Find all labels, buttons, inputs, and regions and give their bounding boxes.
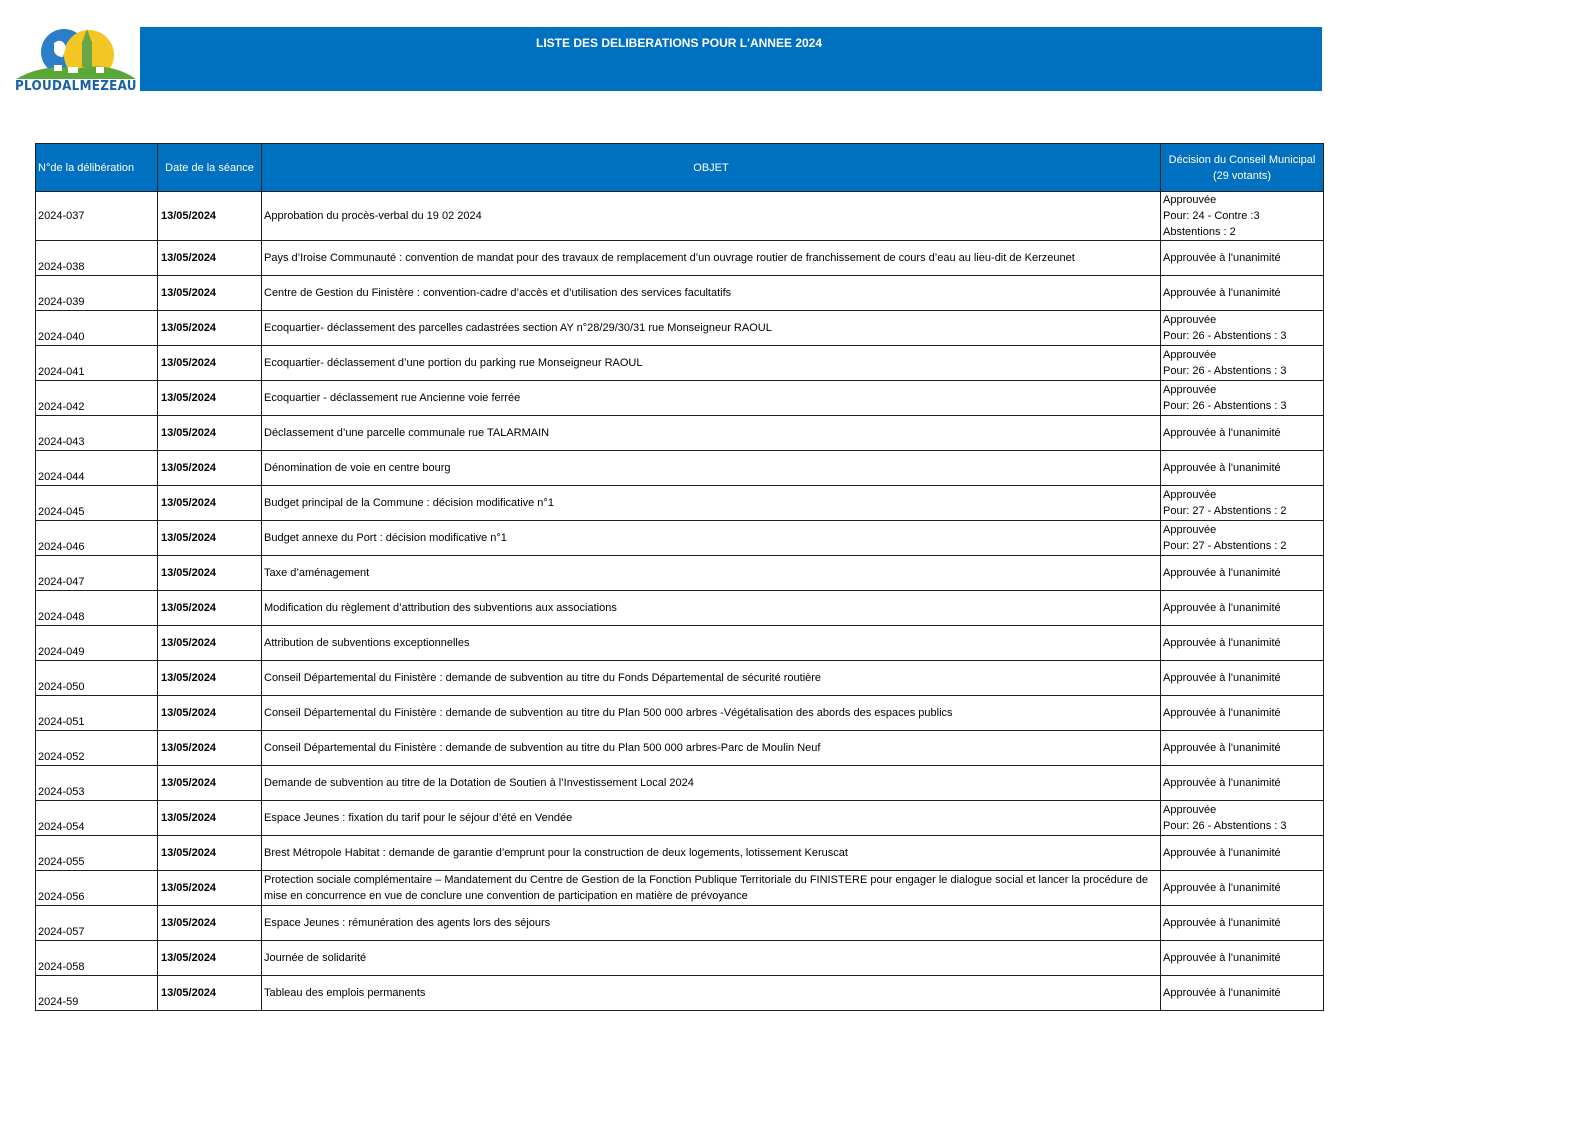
deliberation-object: Centre de Gestion du Finistère : convention-cadre d’accès et d’utilisation des services facultatifs [262,276,1161,311]
deliberation-object: Conseil Départemental du Finistère : demande de subvention au titre du Plan 500 000 arbres-Parc de Moulin Neuf [262,731,1161,766]
table-row [36,766,1324,801]
deliberation-object: Ecoquartier - déclassement rue Ancienne voie ferrée [262,381,1161,416]
session-date: 13/05/2024 [158,976,262,1011]
decision-line: Approuvée [1163,314,1217,326]
logo-emblem-icon [14,27,138,79]
session-date: 13/05/2024 [158,556,262,591]
table-row [36,346,1324,381]
decision-line: Approuvée à l'unanimité [1163,462,1281,474]
column-header-decision [1161,144,1324,192]
session-date: 13/05/2024 [158,801,262,836]
session-date: 13/05/2024 [158,626,262,661]
column-header-objet: OBJET [262,144,1161,192]
deliberation-number: 2024-051 [36,696,158,731]
session-date: 13/05/2024 [158,871,262,906]
deliberation-number: 2024-047 [36,556,158,591]
decision-line: Approuvée à l'unanimité [1163,637,1281,649]
decision-line: Pour: 24 - Contre :3 [1163,210,1260,222]
deliberation-number: 2024-039 [36,276,158,311]
deliberation-object: Conseil Départemental du Finistère : demande de subvention au titre du Plan 500 000 arbres -Végétalisation des abords des espaces publics [262,696,1161,731]
table-row [36,486,1324,521]
session-date: 13/05/2024 [158,696,262,731]
deliberation-number: 2024-050 [36,661,158,696]
table-row [36,906,1324,941]
decision-line: Approuvée [1163,194,1217,206]
table-row [36,416,1324,451]
deliberation-number: 2024-057 [36,906,158,941]
decision-line: Abstentions : 2 [1163,226,1236,238]
table-header-row [36,144,1324,192]
table-row [36,626,1324,661]
decision-line: Approuvée à l'unanimité [1163,952,1281,964]
session-date: 13/05/2024 [158,276,262,311]
page-title: LISTE DES DELIBERATIONS POUR L'ANNEE 2024 [536,36,823,50]
session-date: 13/05/2024 [158,486,262,521]
council-decision [1161,381,1324,416]
deliberation-number: 2024-055 [36,836,158,871]
decision-line: Approuvée à l'unanimité [1163,602,1281,614]
decision-line: Approuvée à l'unanimité [1163,847,1281,859]
council-decision [1161,591,1324,626]
session-date: 13/05/2024 [158,591,262,626]
council-decision [1161,486,1324,521]
council-decision [1161,521,1324,556]
session-date: 13/05/2024 [158,451,262,486]
deliberation-number: 2024-046 [36,521,158,556]
decision-line: Approuvée à l'unanimité [1163,777,1281,789]
session-date: 13/05/2024 [158,661,262,696]
table-row [36,276,1324,311]
decision-line: Approuvée à l'unanimité [1163,427,1281,439]
deliberation-number: 2024-041 [36,346,158,381]
table-row [36,661,1324,696]
deliberation-number: 2024-049 [36,626,158,661]
deliberation-object: Dénomination de voie en centre bourg [262,451,1161,486]
session-date: 13/05/2024 [158,241,262,276]
decision-line: Approuvée à l'unanimité [1163,567,1281,579]
decision-line: Pour: 26 - Abstentions : 3 [1163,400,1287,412]
deliberation-object: Ecoquartier- déclassement des parcelles cadastrées section AY n°28/29/30/31 rue Monseigneur RAOUL [262,311,1161,346]
session-date: 13/05/2024 [158,906,262,941]
deliberation-number: 2024-044 [36,451,158,486]
table-row [36,976,1324,1011]
deliberation-number: 2024-052 [36,731,158,766]
decision-line: Approuvée à l'unanimité [1163,707,1281,719]
deliberation-object: Espace Jeunes : fixation du tarif pour le séjour d’été en Vendée [262,801,1161,836]
council-decision [1161,801,1324,836]
deliberation-object: Budget annexe du Port : décision modificative n°1 [262,521,1161,556]
deliberation-object: Taxe d’aménagement [262,556,1161,591]
council-decision [1161,346,1324,381]
council-decision [1161,731,1324,766]
decision-line: Approuvée [1163,489,1217,501]
council-decision [1161,836,1324,871]
session-date: 13/05/2024 [158,311,262,346]
deliberation-number: 2024-048 [36,591,158,626]
table-row [36,801,1324,836]
column-header-numero: N°de la délibération [36,144,158,192]
decision-line: Pour: 27 - Abstentions : 2 [1163,540,1287,552]
table-row [36,381,1324,416]
decision-line: Approuvée à l'unanimité [1163,742,1281,754]
council-decision [1161,626,1324,661]
decision-line: Approuvée [1163,384,1217,396]
council-decision [1161,766,1324,801]
deliberation-object: Déclassement d’une parcelle communale rue TALARMAIN [262,416,1161,451]
decision-line: Approuvée [1163,804,1217,816]
table-row [36,192,1324,241]
deliberation-object: Modification du règlement d’attribution des subventions aux associations [262,591,1161,626]
deliberation-object: Protection sociale complémentaire – Mandatement du Centre de Gestion de la Fonction Publique Territoriale du FINISTERE pour engager le dialogue social et lancer la procédure de mise en concurrence en vue de conclure une convention de participation en matière de prévoyance [262,871,1161,906]
decision-line: Pour: 27 - Abstentions : 2 [1163,505,1287,517]
decision-line: Pour: 26 - Abstentions : 3 [1163,365,1287,377]
deliberation-number: 2024-058 [36,941,158,976]
deliberation-number: 2024-045 [36,486,158,521]
council-decision [1161,451,1324,486]
deliberation-object: Approbation du procès-verbal du 19 02 2024 [262,192,1161,241]
table-row [36,591,1324,626]
decision-line: Approuvée à l'unanimité [1163,252,1281,264]
table-row [36,241,1324,276]
deliberation-object: Conseil Départemental du Finistère : demande de subvention au titre du Fonds Départemental de sécurité routière [262,661,1161,696]
session-date: 13/05/2024 [158,766,262,801]
table-row [36,451,1324,486]
decision-line: Pour: 26 - Abstentions : 3 [1163,330,1287,342]
session-date: 13/05/2024 [158,346,262,381]
decision-line: Pour: 26 - Abstentions : 3 [1163,820,1287,832]
session-date: 13/05/2024 [158,836,262,871]
deliberation-number: 2024-59 [36,976,158,1011]
table-row [36,941,1324,976]
council-decision [1161,241,1324,276]
deliberation-number: 2024-040 [36,311,158,346]
decision-line: Approuvée à l'unanimité [1163,672,1281,684]
session-date: 13/05/2024 [158,381,262,416]
column-header-decision-line1: Décision du Conseil Municipal [1168,153,1316,166]
session-date: 13/05/2024 [158,941,262,976]
decision-line: Approuvée [1163,349,1217,361]
deliberation-object: Budget principal de la Commune : décision modificative n°1 [262,486,1161,521]
decision-line: Approuvée [1163,524,1217,536]
decision-line: Approuvée à l'unanimité [1163,917,1281,929]
deliberation-object: Brest Métropole Habitat : demande de garantie d’emprunt pour la construction de deux logements, lotissement Keruscat [262,836,1161,871]
table-row [36,521,1324,556]
decision-line: Approuvée à l'unanimité [1163,882,1281,894]
column-header-date: Date de la séance [158,144,262,192]
deliberation-number: 2024-038 [36,241,158,276]
session-date: 13/05/2024 [158,521,262,556]
deliberation-number: 2024-037 [36,192,158,241]
council-decision [1161,941,1324,976]
council-decision [1161,276,1324,311]
deliberation-object: Pays d’Iroise Communauté : convention de mandat pour des travaux de remplacement d’un ouvrage routier de franchissement de cours d’eau au lieu-dit de Kerzeunet [262,241,1161,276]
council-decision [1161,976,1324,1011]
council-decision [1161,661,1324,696]
session-date: 13/05/2024 [158,416,262,451]
deliberation-number: 2024-042 [36,381,158,416]
logo-text: PLOUDALMEZEAU [15,79,137,94]
council-decision [1161,416,1324,451]
council-decision [1161,311,1324,346]
session-date: 13/05/2024 [158,731,262,766]
table-row [36,836,1324,871]
table-row [36,696,1324,731]
deliberation-number: 2024-056 [36,871,158,906]
deliberation-object: Tableau des emplois permanents [262,976,1161,1011]
session-date: 13/05/2024 [158,192,262,241]
table-row [36,871,1324,906]
deliberation-object: Journée de solidarité [262,941,1161,976]
deliberation-number: 2024-054 [36,801,158,836]
title-banner [140,27,1322,91]
council-decision [1161,556,1324,591]
table-row [36,556,1324,591]
deliberation-number: 2024-053 [36,766,158,801]
deliberation-object: Ecoquartier- déclassement d’une portion du parking rue Monseigneur RAOUL [262,346,1161,381]
decision-line: Approuvée à l'unanimité [1163,287,1281,299]
deliberations-table [35,143,1324,1011]
decision-line: Approuvée à l'unanimité [1163,987,1281,999]
deliberation-object: Demande de subvention au titre de la Dotation de Soutien à l’Investissement Local 2024 [262,766,1161,801]
council-decision [1161,871,1324,906]
deliberation-object: Espace Jeunes : rémunération des agents lors des séjours [262,906,1161,941]
council-decision [1161,192,1324,241]
deliberation-number: 2024-043 [36,416,158,451]
table-row [36,311,1324,346]
column-header-decision-line2: (29 votants) [1212,169,1272,182]
deliberation-object: Attribution de subventions exceptionnelles [262,626,1161,661]
table-row [36,731,1324,766]
council-decision [1161,696,1324,731]
council-decision [1161,906,1324,941]
